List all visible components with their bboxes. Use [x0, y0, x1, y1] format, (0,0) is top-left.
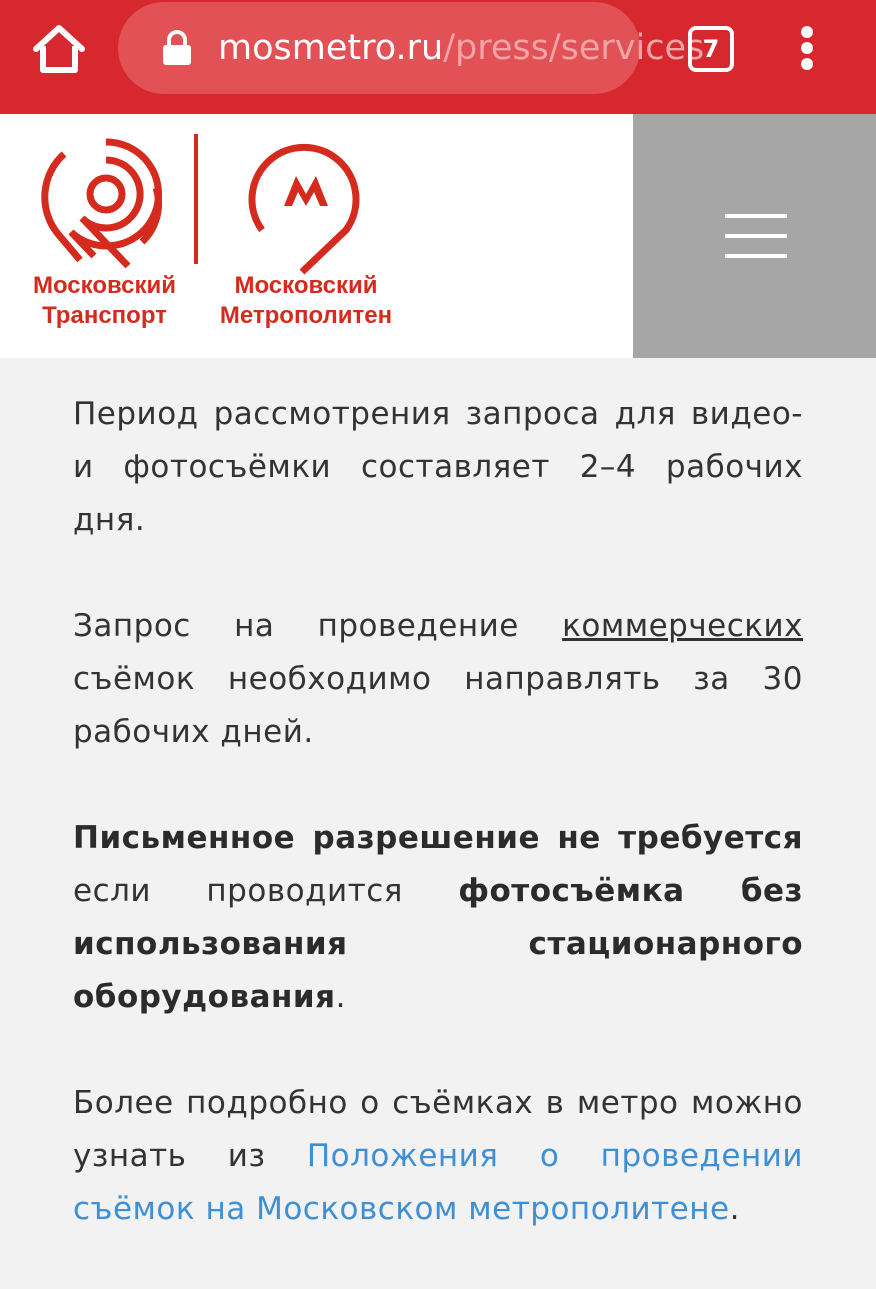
moscow-transport-logo[interactable] — [24, 134, 189, 344]
metro-logo-line1: Московский — [234, 272, 378, 299]
regulations-link[interactable]: Положения о проведении съёмок на Московском метрополитене — [73, 1138, 803, 1227]
transport-logo-line1: Московский — [32, 272, 177, 299]
metro-logo-icon — [206, 134, 406, 284]
p3-end: . — [335, 979, 346, 1015]
url-path: /press/services — [443, 28, 705, 68]
transport-logo-line2: Транспорт — [42, 302, 167, 329]
moscow-metro-logo[interactable] — [206, 134, 406, 344]
home-icon[interactable] — [30, 22, 88, 76]
url-text[interactable] — [218, 26, 705, 70]
article-content — [73, 388, 803, 1289]
site-header — [0, 114, 633, 358]
more-vert-icon[interactable] — [796, 26, 818, 70]
p3-bold-no-permission: Письменное разрешение не требуется — [73, 820, 803, 856]
logo-divider — [194, 134, 198, 264]
metro-logo-line2: Метрополитен — [219, 302, 393, 329]
p3-text: если проводится — [73, 873, 459, 909]
paragraph-commercial-request — [73, 600, 803, 759]
lock-icon — [162, 30, 192, 66]
paragraph-processing-time: Период рассмотрения запроса для видео- и фотосъёмки составляет 2–4 рабочих дня. — [73, 396, 803, 538]
p4-text-before: Более подробно о съёмках в метро можно узнать из — [73, 1085, 803, 1174]
p2-text-after: съёмок необходимо направлять за 30 рабочих дней. — [73, 661, 803, 750]
url-domain: mosmetro.ru — [218, 28, 444, 68]
p2-text-before: Запрос на проведение — [73, 608, 563, 644]
paragraph-no-permission — [73, 812, 803, 1024]
browser-toolbar — [0, 0, 876, 114]
paragraph-more-info — [73, 1077, 803, 1236]
tab-counter-icon[interactable]: 7 — [688, 26, 734, 72]
p3-bold-photo: фотосъёмка без использования стационарного оборудования — [73, 873, 804, 1015]
address-bar[interactable] — [118, 2, 705, 94]
p4-end: . — [729, 1191, 740, 1227]
commercial-shooting-link[interactable]: коммерческих — [562, 608, 803, 644]
hamburger-icon[interactable] — [633, 114, 876, 358]
transport-logo-icon — [24, 134, 189, 284]
